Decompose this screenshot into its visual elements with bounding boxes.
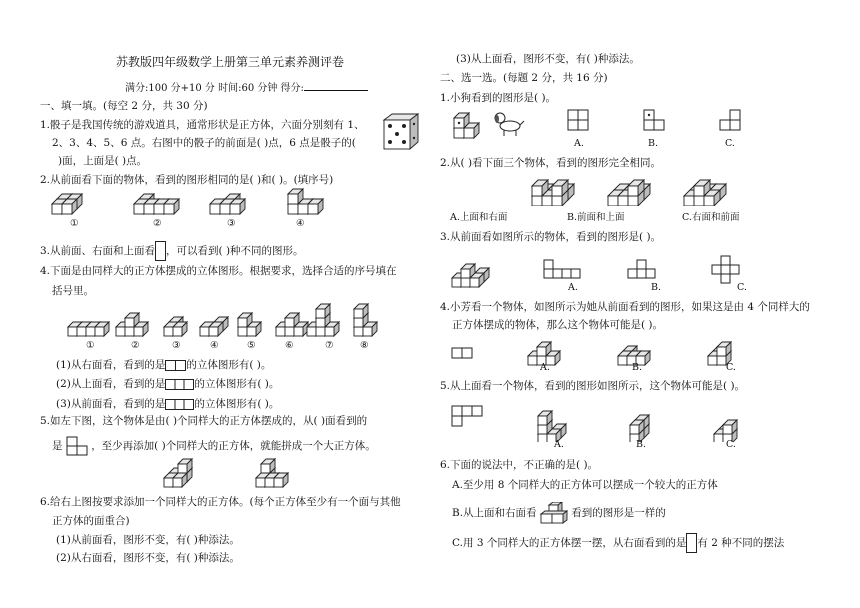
r2-option-b: B.前面和上面 (567, 212, 625, 223)
q1-line2: 2、3、4、5、6 点。右图中的骰子的前面是( )点，6 点是骰子的( (52, 137, 356, 149)
r1-choice-c: C. (725, 138, 735, 149)
q6-sub1: (1)从前面看，图形不变，有( )种添法。 (56, 534, 240, 546)
r6-text: 6.下面的说法中，不正确的是( )。 (440, 459, 599, 471)
r6-option-b-shape (540, 502, 568, 524)
r6-option-a: A.至少用 8 个同样大的正方体可以摆成一个较大的正方体 (452, 479, 718, 491)
score-meta: 满分:100 分+10 分 时间:60 分钟 得分: (125, 83, 304, 94)
q4-sub1 (56, 358, 271, 372)
r2-option-a: A.上面和右面 (450, 212, 508, 223)
q5-text-b: ，至少再添加( )个同样大的正方体，就能拼成一个大正方体。 (91, 440, 376, 452)
q4-label-8: ⑧ (360, 340, 369, 351)
q4-sub3-a: (3)从前面看，看到的是 (56, 398, 166, 410)
r6-option-b-a: B.从上面和右面看 (452, 507, 537, 519)
r1-choice-b: B. (648, 138, 659, 149)
dice-figure (382, 112, 420, 152)
q5-text-a: 是 (52, 440, 63, 452)
q4-sub2-b: 的立体图形有( )。 (194, 378, 280, 390)
r6-option-c-a: C.用 3 个同样大的正方体摆一摆，从右面看到的是 (452, 537, 687, 549)
q2-label-4: ④ (296, 218, 305, 229)
q2-label-1: ① (70, 218, 79, 229)
q4-label-7: ⑦ (325, 340, 334, 351)
q3-text-a: 3.从前面、右面和上面看 (40, 245, 156, 257)
r3-choice-a: A. (568, 282, 578, 293)
section2-heading: 二、选一选。(每题 2 分，共 16 分) (440, 72, 608, 84)
q4-sub2-shape (165, 379, 194, 390)
r1-choice-a: A. (574, 138, 584, 149)
r6-option-b (452, 502, 666, 524)
q5-view-shape (66, 436, 88, 456)
score-blank (304, 80, 368, 91)
r5-choice-b: B. (636, 439, 647, 450)
q2-text: 2.从前面看下面的物体，看到的图形相同的是( )和( )。(填序号) (40, 174, 334, 186)
q4-label-1: ① (86, 340, 95, 351)
q4-sub2-a: (2)从上面看，看到的是 (56, 378, 166, 390)
q4-label-4: ④ (210, 340, 219, 351)
q4-sub2 (56, 377, 279, 391)
q4-figures (66, 297, 386, 341)
r2-text: 2.从( )看下面三个物体，看到的图形完全相同。 (440, 157, 662, 169)
r6-option-c (452, 533, 784, 553)
r6-option-b-b: 看到的图形是一样的 (571, 507, 666, 519)
q5-line2 (52, 436, 376, 456)
r4-choice-c: C. (726, 362, 736, 373)
r5-choice-c: C. (726, 439, 736, 450)
q5-figures (160, 456, 310, 490)
r6-option-c-shape (686, 533, 697, 553)
r5-text: 5.从上面看一个物体，看到的图形如图所示，这个物体可能是( )。 (440, 380, 746, 392)
q4-line1: 4.下面是由同样大的正方体摆成的立体图形。根据要求，选择合适的序号填在 (40, 265, 397, 277)
page-title: 苏教版四年级数学上册第三单元素养测评卷 (116, 55, 345, 69)
q4-sub1-a: (1)从右面看，看到的是 (56, 359, 166, 371)
q5-line1: 5.如左下图，这个物体是由( )个同样大的正方体摆成的，从( )面看到的 (40, 415, 368, 427)
r4-line1: 4.小芳看一个物体，如图所示为她从前面看到的图形，如果这是由 4 个同样大的 (440, 301, 810, 313)
q4-sub3-shape (165, 399, 194, 410)
r4-choice-a: A. (540, 362, 550, 373)
q1-line3: )面，上面是( )点。 (58, 155, 148, 167)
q6-line2: 正方体的面重合) (52, 515, 130, 527)
q4-sub1-b: 的立体图形有( )。 (186, 359, 272, 371)
q4-label-2: ② (131, 340, 140, 351)
r5-figures (450, 396, 780, 442)
q3-text-b: ，可以看到( )种不同的图形。 (166, 245, 304, 257)
score-line (125, 80, 368, 96)
q1-line1: 1.骰子是我国传统的游戏道具，通常形状是正方体，六面分别刻有 1、 (40, 119, 365, 131)
q4-sub3-b: 的立体图形有( )。 (194, 398, 280, 410)
q2-label-3: ③ (227, 218, 236, 229)
q4-sub1-shape-b (176, 360, 186, 371)
q3-line (40, 241, 304, 261)
r1-text: 1.小狗看到的图形是( )。 (440, 92, 557, 104)
section1-heading: 一、填一填。(每空 2 分，共 30 分) (40, 100, 208, 112)
r4-figures (450, 336, 770, 366)
q4-sub1-shape-a (165, 360, 176, 371)
q2-figures (50, 188, 350, 220)
q2-label-2: ② (153, 218, 162, 229)
q4-line2: 括号里。 (52, 285, 94, 297)
r2-figures (530, 172, 770, 206)
r1-figures (452, 108, 752, 142)
dog-icon (495, 113, 524, 136)
r4-line2: 正方体摆成的物体，那么这个物体可能是( )。 (452, 319, 664, 331)
q3-cube-icon (155, 241, 166, 261)
q4-label-5: ⑤ (247, 340, 256, 351)
q6-sub2: (2)从右面看，图形不变，有( )种添法。 (56, 552, 240, 564)
r2-option-c: C.右面和前面 (682, 212, 740, 223)
q6-line1: 6.给右上图按要求添加一个同样大的正方体。(每个正方体至少有一个面与其他 (40, 496, 401, 508)
r3-choice-c: C. (737, 282, 747, 293)
q4-label-6: ⑥ (285, 340, 294, 351)
q4-sub3 (56, 397, 279, 411)
r6-option-c-b: 有 2 种不同的摆法 (697, 537, 785, 549)
q6-sub3: (3)从上面看，图形不变，有( )种添法。 (456, 53, 640, 65)
r4-choice-b: B. (632, 362, 643, 373)
r3-figures (450, 248, 780, 288)
q4-label-3: ③ (172, 340, 181, 351)
r3-text: 3.从前面看如图所示的物体，看到的图形是( )。 (440, 231, 662, 243)
r3-choice-b: B. (651, 282, 662, 293)
r5-choice-a: A. (554, 439, 564, 450)
